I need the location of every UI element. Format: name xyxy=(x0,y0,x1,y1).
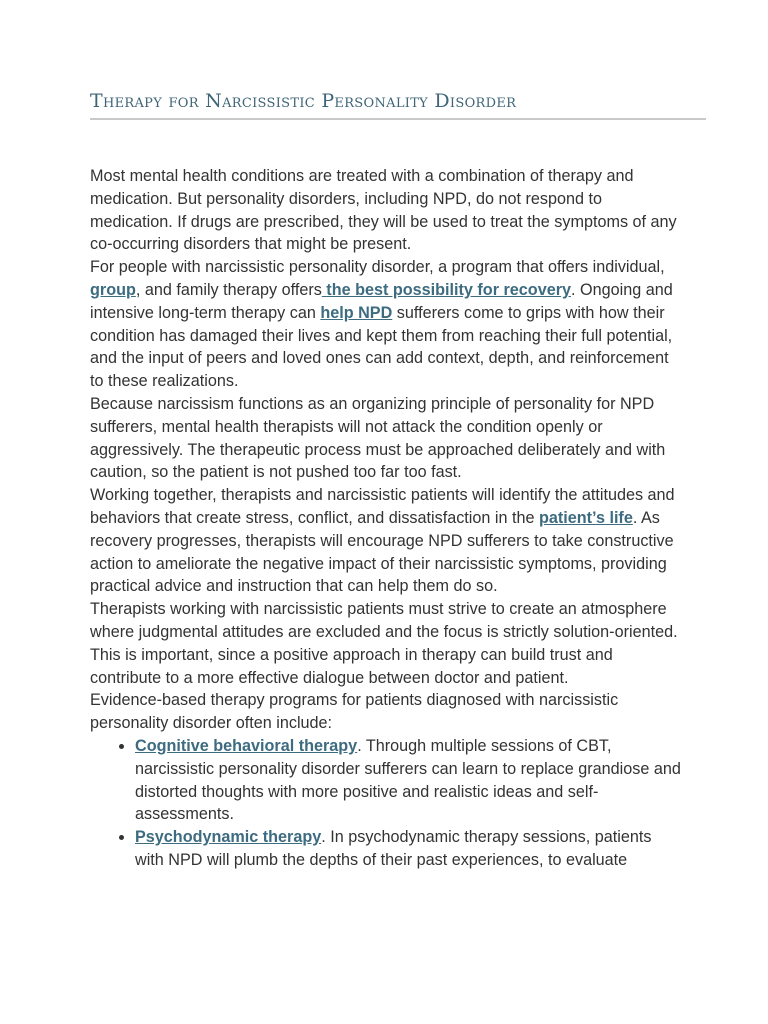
paragraph xyxy=(90,484,682,598)
group-link[interactable]: group xyxy=(90,280,136,299)
paragraph xyxy=(90,256,682,393)
list-item xyxy=(135,735,682,826)
best-possibility-link[interactable]: the best possibility for recovery xyxy=(321,280,571,299)
text: , and family therapy offers xyxy=(135,280,322,299)
patients-life-link[interactable]: patient’s life xyxy=(538,508,633,527)
cbt-link[interactable]: Cognitive behavioral therapy xyxy=(135,736,358,755)
article-body xyxy=(90,165,682,872)
text: Working together, therapists and narcissistic patients will identify the attitudes and behaviors that create stress, conflict, and dissatisfaction in the xyxy=(90,486,675,527)
page-title: Therapy for Narcissistic Personality Disorder xyxy=(90,90,706,120)
paragraph: Evidence-based therapy programs for patients diagnosed with narcissistic personality disorder often include: xyxy=(90,691,619,733)
paragraph: Therapists working with narcissistic patients must strive to create an atmosphere where judgmental attitudes are excluded and the focus is strictly solution-oriented. This is important, since a positive approach in therapy can build trust and contribute to a more effective dialogue between doctor and patient. xyxy=(90,600,678,687)
help-npd-link[interactable]: help NPD xyxy=(320,303,393,322)
paragraph: Most mental health conditions are treated with a combination of therapy and medication. But personality disorders, including NPD, do not respond to medication. If drugs are prescribed, they will be used to treat the symptoms of any co-occurring disorders that might be present. xyxy=(90,167,677,254)
text: For people with narcissistic personality disorder, a program that offers individual, xyxy=(90,258,665,277)
text: . As recovery progresses, therapists will encourage NPD sufferers to take constructive action to ameliorate the negative impact of their narcissistic symptoms, providing practical advice and instruction that can help them do so. xyxy=(90,508,674,596)
text: sufferers come to grips with how their condition has damaged their lives and kept them from reaching their full potential, and the input of peers and loved ones can add context, depth, and reinforcement to these realizations. xyxy=(90,303,673,391)
text: . In psychodynamic therapy sessions, patients with NPD will plumb the depths of their past experiences, to evaluate xyxy=(135,828,652,869)
list-item xyxy=(135,826,682,872)
text: . Through multiple sessions of CBT, narcissistic personality disorder sufferers can learn to replace grandiose and distorted thoughts with more positive and realistic ideas and self-assessments. xyxy=(135,736,681,824)
therapy-list xyxy=(90,735,682,872)
text: . Ongoing and intensive long-term therapy can xyxy=(90,280,673,322)
psychodynamic-link[interactable]: Psychodynamic therapy xyxy=(135,828,322,847)
paragraph: Because narcissism functions as an organizing principle of personality for NPD sufferers, mental health therapists will not attack the condition openly or aggressively. The therapeutic process must be approached deliberately and with caution, so the patient is not pushed too far too fast. xyxy=(90,394,666,482)
